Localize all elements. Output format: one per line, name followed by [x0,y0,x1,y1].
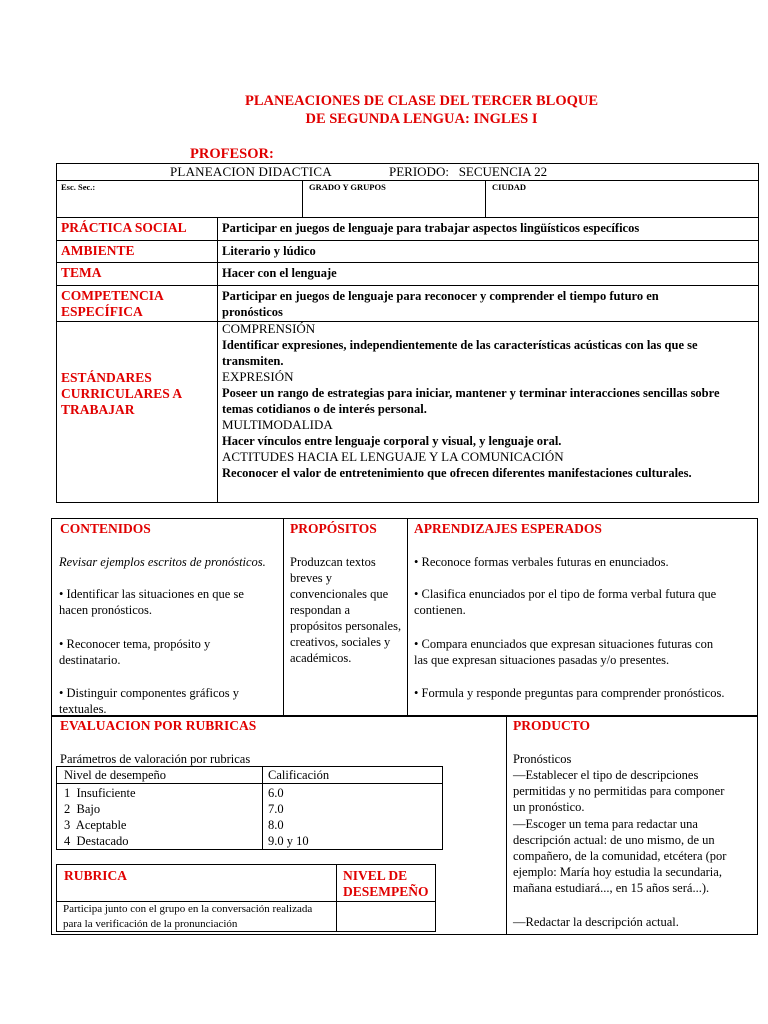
actitudes-title: ACTITUDES HACIA EL LENGUAJE Y LA COMUNICACIÓN [222,449,564,464]
rubrica-text: Participa junto con el grupo en la conversación realizada para la verificación de la pronunciación [63,903,313,930]
estandares-label: ESTÁNDARES CURRICULARES A TRABAJAR [61,370,182,417]
aprendizajes-item: • Reconoce formas verbales futuras en enunciados. [414,555,669,569]
rubrica-header: RUBRICA [64,868,128,883]
comprension-text: Identificar expresiones, independientemente de las características acústicas con las que se transmiten. [222,338,698,368]
competencia-label: COMPETENCIA ESPECÍFICA [61,288,164,319]
profesor-label: PROFESOR: [190,146,274,162]
grid-header-nivel: Nivel de desempeño [64,768,167,782]
page-title-line1: PLANEACIONES DE CLASE DEL TERCER BLOQUE [244,93,599,109]
propositos-text: Produzcan textos breves y convencionales que respondan a propósitos personales, creativos, sociales y académicos. [290,555,402,665]
multimodalida-text: Hacer vínculos entre lenguaje corporal y visual, y lenguaje oral. [222,434,562,448]
ambiente-value: Literario y lúdico [222,244,316,258]
ambiente-label: AMBIENTE [61,243,135,258]
producto-title: Pronósticos [513,752,572,766]
producto-item: —Escoger un tema para redactar una descripción actual: de uno mismo, de un compañero, de la comunidad, etcétera (por ejemplo: María hoy estudia la secundaria, mañana estudiará..., en 15 años será...). [513,817,727,895]
contenidos-intro: Revisar ejemplos escritos de pronósticos. [59,555,266,569]
producto-item: —Redactar la descripción actual. [513,915,679,929]
aprendizajes-item: • Clasifica enunciados por el tipo de forma verbal futura que contienen. [414,587,717,617]
grid-header-calificacion: Calificación [268,768,330,782]
planeacion-label: PLANEACION DIDACTICA [170,164,332,179]
ciudad-label: CIUDAD [492,182,526,192]
contenidos-item: • Distinguir componentes gráficos y textuales. [59,686,240,716]
esc-label: Esc. Sec.: [61,182,96,192]
grid-cell-calificacion: 8.0 [268,818,284,832]
expresion-title: EXPRESIÓN [222,369,294,384]
contenidos-header: CONTENIDOS [60,521,151,536]
grid-cell-nivel: 4 Destacado [64,834,129,848]
grid-cell-calificacion: 9.0 y 10 [268,834,309,848]
practica-social-value: Participar en juegos de lenguaje para trabajar aspectos lingüísticos específicos [222,221,640,235]
estandares-content [222,321,722,481]
grid-cell-nivel: 1 Insuficiente [64,786,136,800]
grid-cell-nivel: 2 Bajo [64,802,101,816]
practica-social-label: PRÁCTICA SOCIAL [61,220,187,235]
page-title-line2: DE SEGUNDA LENGUA: INGLES I [305,111,538,127]
grid-cell-nivel: 3 Aceptable [64,818,127,832]
multimodalida-title: MULTIMODALIDA [222,417,333,432]
params-label: Parámetros de valoración por rubricas [60,752,251,766]
aprendizajes-header: APRENDIZAJES ESPERADOS [414,521,602,536]
producto-item: —Establecer el tipo de descripciones permitidas y no permitidas para componer un pronóstico. [513,768,725,814]
comprension-title: COMPRENSIÓN [222,321,316,336]
aprendizajes-item: • Compara enunciados que expresan situaciones futuras con las que expresan situaciones pasadas y/o presentes. [414,637,714,667]
actitudes-text: Reconocer el valor de entretenimiento que ofrecen diferentes manifestaciones culturales. [222,466,692,480]
nivel-header: NIVEL DE DESEMPEÑO [343,868,429,899]
evaluacion-header: EVALUACION POR RUBRICAS [60,718,257,733]
contenidos-item: • Identificar las situaciones en que se hacen pronósticos. [59,587,244,617]
tema-label: TEMA [61,265,102,280]
contenidos-item: • Reconocer tema, propósito y destinatario. [59,637,211,667]
grid-cell-calificacion: 6.0 [268,786,284,800]
grado-label: GRADO Y GRUPOS [309,182,386,192]
competencia-value: Participar en juegos de lenguaje para reconocer y comprender el tiempo futuro en pronósticos [222,289,659,319]
aprendizajes-item: • Formula y responde preguntas para comprender pronósticos. [414,686,725,700]
periodo-label: PERIODO: SECUENCIA 22 [389,164,548,179]
expresion-text: Poseer un rango de estrategias para iniciar, mantener y terminar interacciones sencillas sobre temas cotidianos o de interés personal. [222,386,720,416]
propositos-header: PROPÓSITOS [290,521,377,536]
producto-header: PRODUCTO [513,718,591,733]
tema-value: Hacer con el lenguaje [222,266,337,280]
grid-cell-calificacion: 7.0 [268,802,284,816]
